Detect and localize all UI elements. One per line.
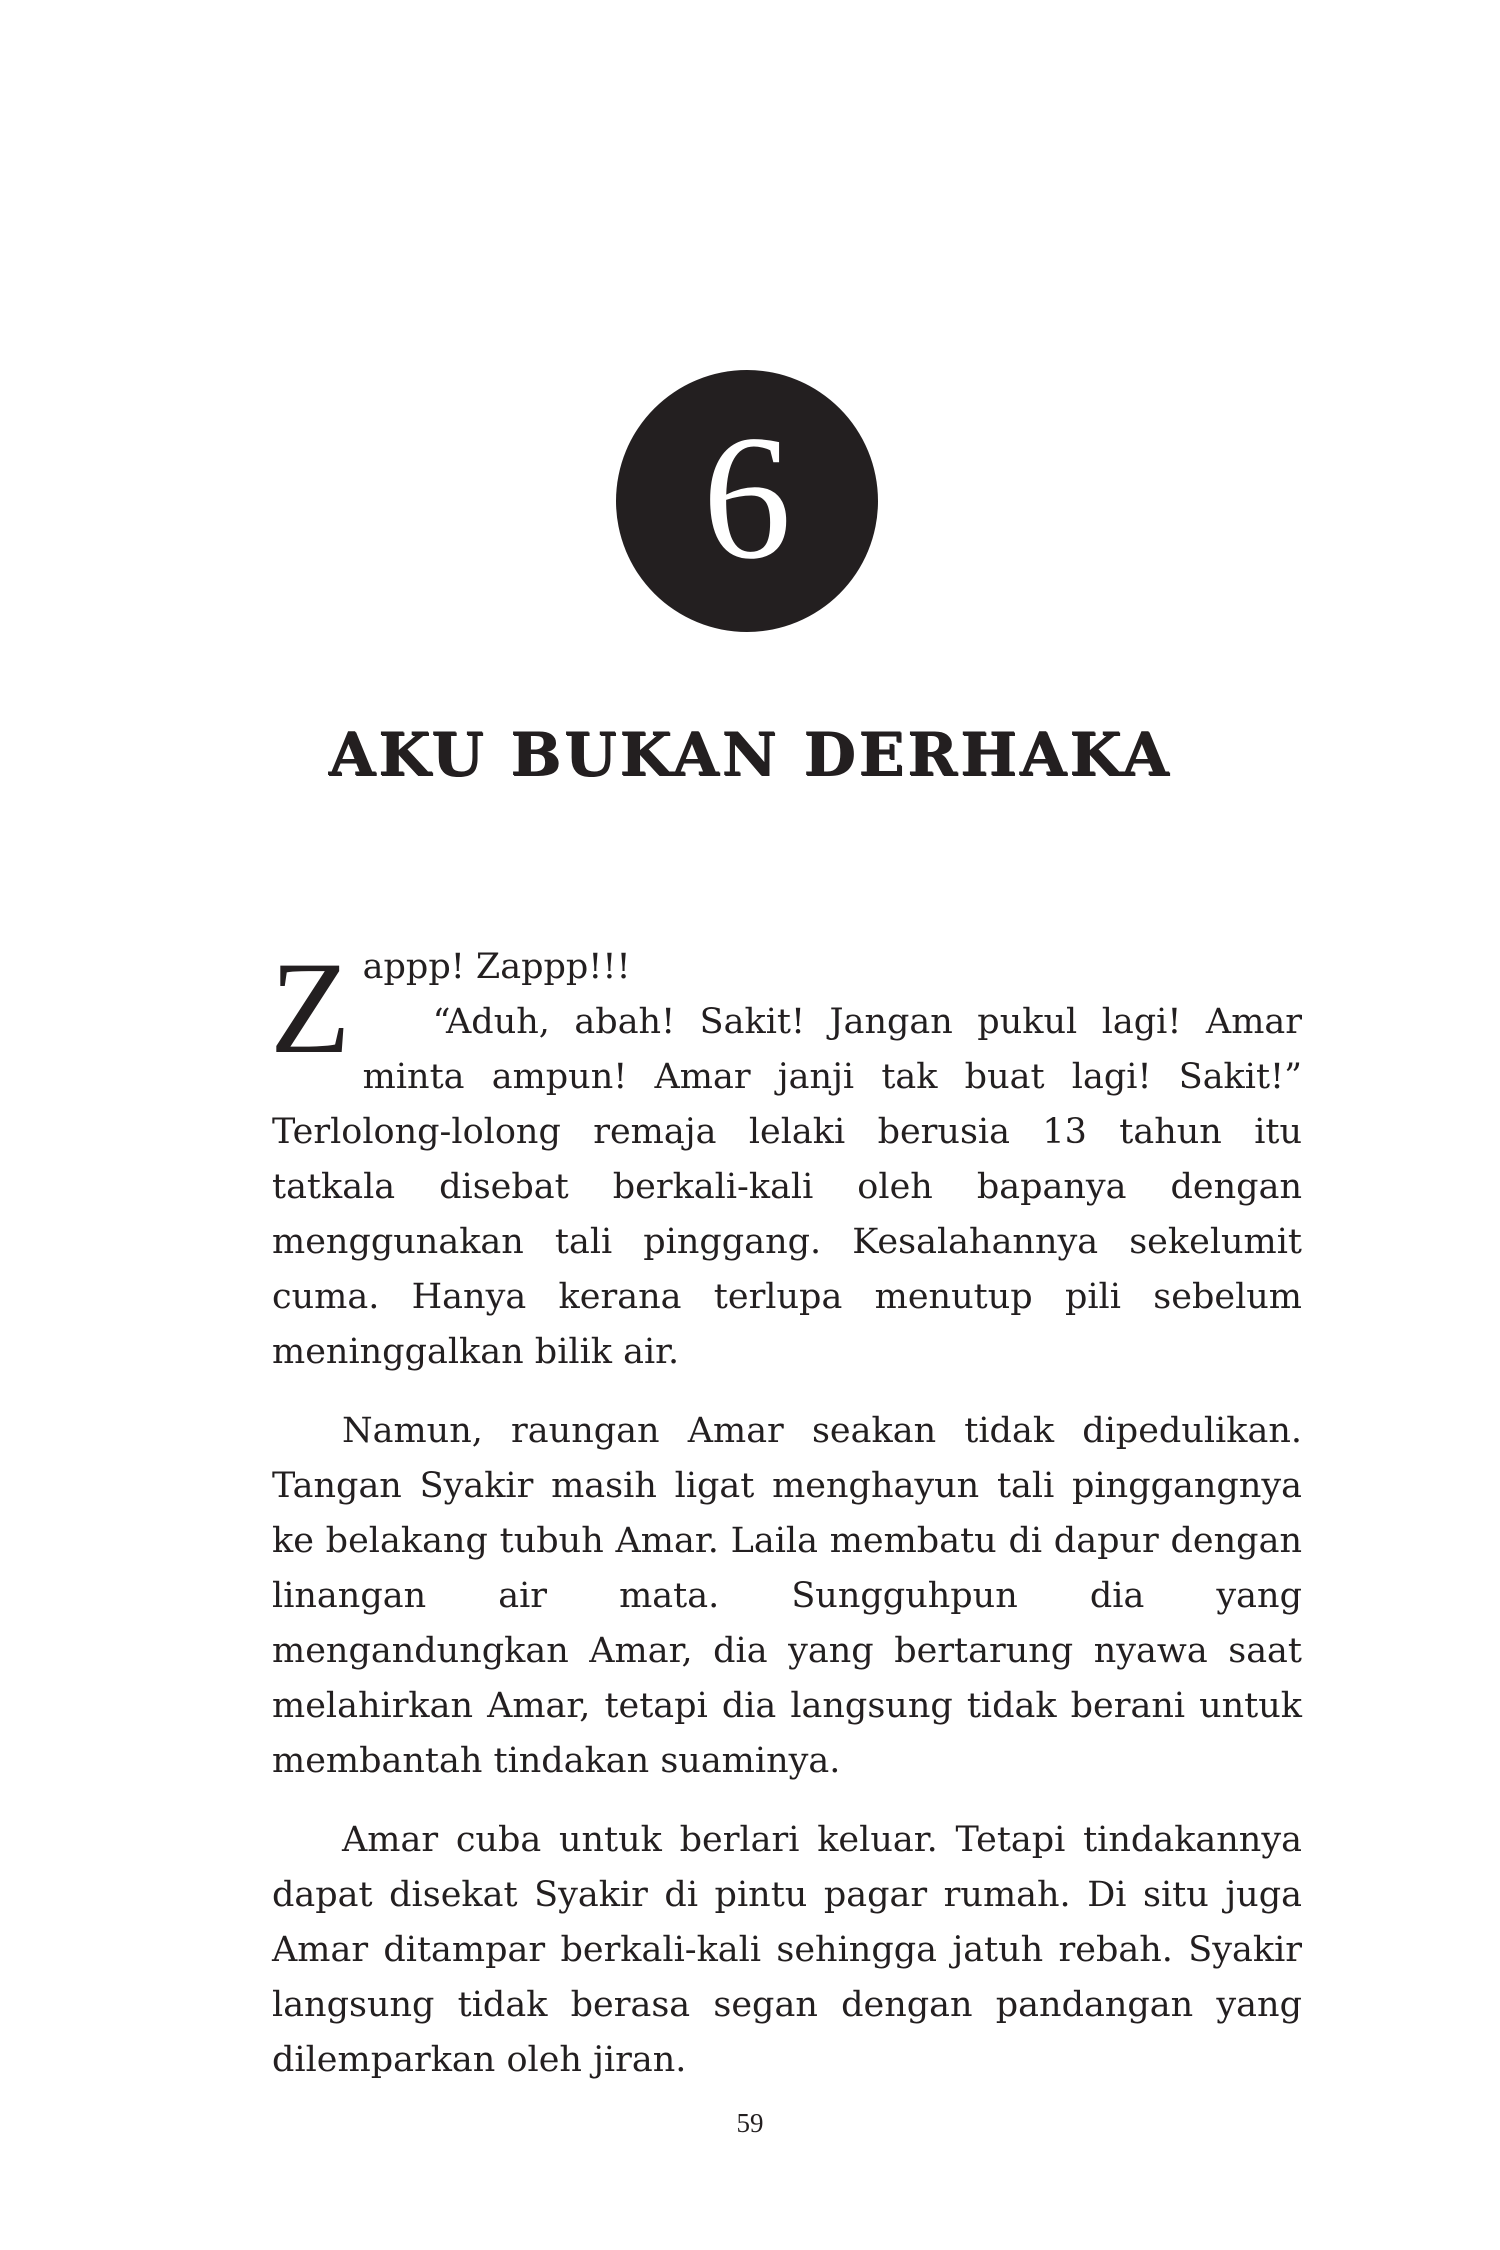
chapter-body: [270, 934, 1302, 2088]
paragraph: Namun, raungan Amar seakan tidak dipedulikan. Tangan Syakir masih ligat menghayun tali pinggangnya ke belakang tubuh Amar. Laila membatu di dapur dengan linangan air mata. Sungguhpun dia yang mengandungkan Amar, dia yang bertarung nyawa saat melahirkan Amar, tetapi dia langsung tidak berani untuk membantah tindakan suaminya.: [272, 1411, 1302, 1781]
chapter-number: 6: [702, 398, 792, 596]
paragraph: “Aduh, abah! Sakit! Jangan pukul lagi! Amar minta ampun! Amar janji tak buat lagi! Sakit!” Terlolong-lolong remaja lelaki berusia 13 tahun itu tatkala disebat berkali-kali oleh bapanya dengan menggunakan tali pinggang. Kesalahannya sekelumit cuma. Hanya kerana terlupa menutup pili sebelum meninggalkan bilik air.: [272, 1002, 1302, 1372]
paragraph: Amar cuba untuk berlari keluar. Tetapi tindakannya dapat disekat Syakir di pintu pagar rumah. Di situ juga Amar ditampar berkali-kali sehingga jatuh rebah. Syakir langsung tidak berasa segan dengan pandangan yang dilemparkan oleh jiran.: [272, 1820, 1302, 2080]
page-number: 59: [736, 2108, 764, 2138]
drop-cap: Z: [270, 934, 351, 1081]
chapter-title: AKU BUKAN DERHAKA: [328, 720, 1172, 790]
opening-paragraph: [270, 934, 1302, 1380]
opening-line: appp! Zappp!!!: [362, 947, 631, 987]
chapter-number-badge: [616, 370, 878, 632]
